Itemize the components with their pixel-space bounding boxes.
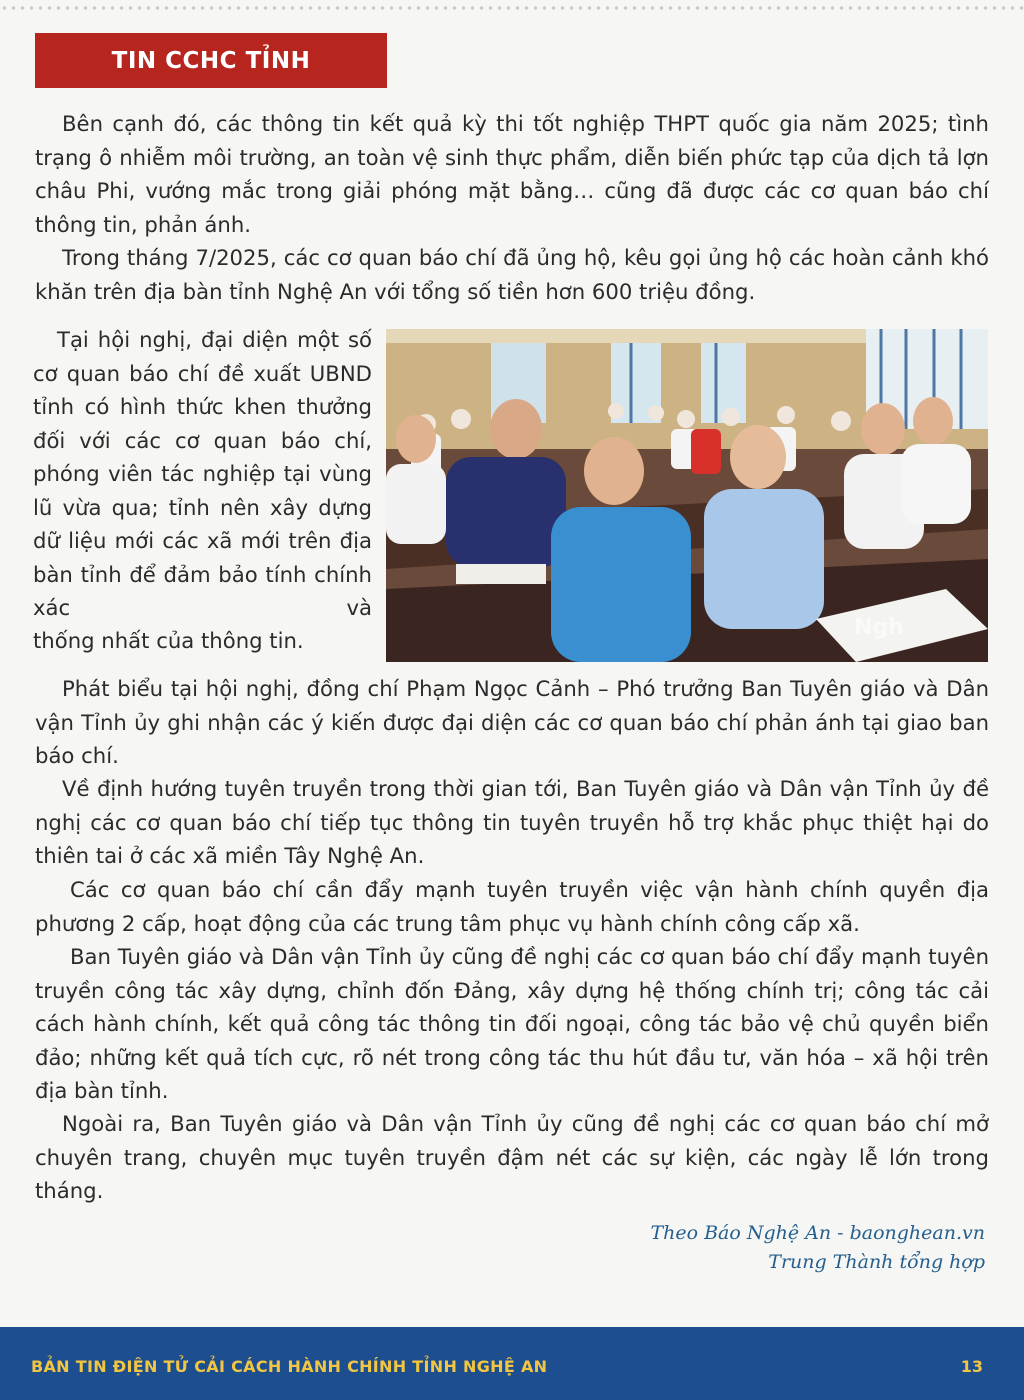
- credit-author: Trung Thành tổng hợp: [768, 1251, 985, 1273]
- paragraph-6: Các cơ quan báo chí cần đẩy mạnh tuyên truyền việc vận hành chính quyền địa phương 2 cấp, hoạt động của các trung tâm phục vụ hành chính công cấp xã.: [35, 877, 989, 936]
- conference-photo: [386, 329, 988, 662]
- photo-watermark: Ngh: [854, 615, 904, 640]
- footer-title: BẢN TIN ĐIỆN TỬ CẢI CÁCH HÀNH CHÍNH TỈNH NGHỆ AN: [31, 1357, 548, 1376]
- paragraph-2: Trong tháng 7/2025, các cơ quan báo chí đã ủng hộ, kêu gọi ủng hộ các hoàn cảnh khó khăn trên địa bàn tỉnh Nghệ An với tổng số tiền hơn 600 triệu đồng.: [35, 245, 989, 304]
- page-number: 13: [960, 1357, 983, 1376]
- section-title: TIN CCHC TỈNH: [111, 47, 311, 74]
- paragraph-5: Về định hướng tuyên truyền trong thời gian tới, Ban Tuyên giáo và Dân vận Tỉnh ủy đề nghị các cơ quan báo chí tiếp tục thông tin tuyên truyền hỗ trợ khắc phục thiệt hại do thiên tai ở các xã miền Tây Nghệ An.: [35, 776, 989, 868]
- page-footer: [0, 1327, 1024, 1400]
- top-dotted-border: [0, 5, 1024, 11]
- section-banner: [35, 33, 387, 88]
- paragraph-8: Ngoài ra, Ban Tuyên giáo và Dân vận Tỉnh ủy cũng đề nghị các cơ quan báo chí mở chuyên trang, chuyên mục tuyên truyền đậm nét các sự kiện, các ngày lễ lớn trong tháng.: [35, 1111, 989, 1203]
- paragraph-3-lastline: thống nhất của thông tin.: [33, 628, 304, 653]
- paragraph-4: Phát biểu tại hội nghị, đồng chí Phạm Ngọc Cảnh – Phó trưởng Ban Tuyên giáo và Dân vận Tỉnh ủy ghi nhận các ý kiến được đại diện các cơ quan báo chí phản ánh tại giao ban báo chí.: [35, 676, 989, 768]
- credit-source: Theo Báo Nghệ An - baonghean.vn: [650, 1222, 985, 1244]
- paragraph-3: [33, 323, 372, 625]
- paragraph-1: Bên cạnh đó, các thông tin kết quả kỳ thi tốt nghiệp THPT quốc gia năm 2025; tình trạng ô nhiễm môi trường, an toàn vệ sinh thực phẩm, diễn biến phức tạp của dịch tả lợn châu Phi, vướng mắc trong giải phóng mặt bằng… cũng đã được các cơ quan báo chí thông tin, phản ánh.: [35, 111, 989, 237]
- paragraph-7: Ban Tuyên giáo và Dân vận Tỉnh ủy cũng đề nghị các cơ quan báo chí đẩy mạnh tuyên truyền công tác xây dựng, chỉnh đốn Đảng, xây dựng hệ thống chính trị; công tác cải cách hành chính, kết quả công tác thông tin đối ngoại, công tác bảo vệ chủ quyền biển đảo; những kết quả tích cực, rõ nét trong công tác thu hút đầu tư, văn hóa – xã hội trên địa bàn tỉnh.: [35, 944, 989, 1103]
- paragraph-3-body: Tại hội nghị, đại diện một số cơ quan báo chí đề xuất UBND tỉnh có hình thức khen thưởng đối với các cơ quan báo chí, phóng viên tác nghiệp tại vùng lũ vừa qua; tỉnh nên xây dựng dữ liệu mới các xã mới trên địa bàn tỉnh để đảm bảo tính chính xác và: [33, 327, 372, 620]
